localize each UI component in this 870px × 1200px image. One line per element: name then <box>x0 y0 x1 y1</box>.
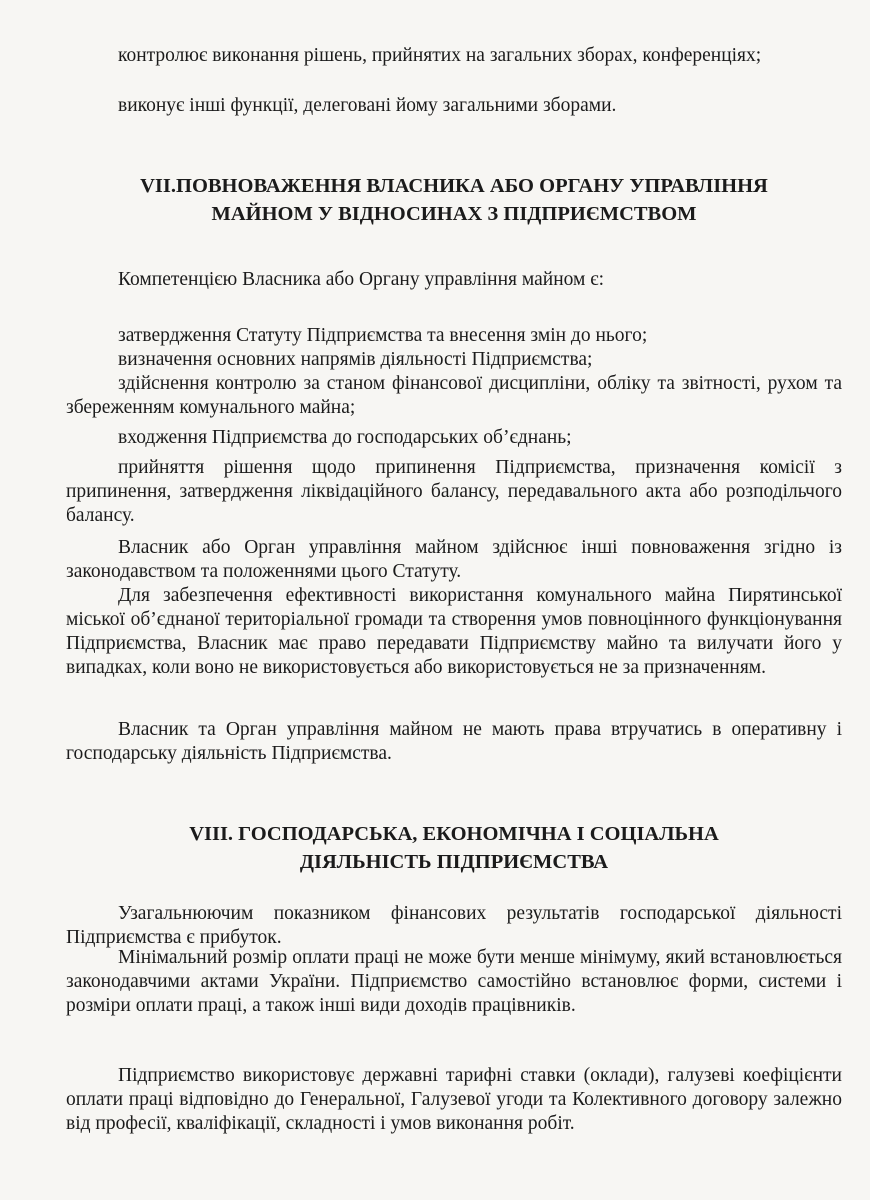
competence-item: входження Підприємства до господарських об’єднань; <box>118 427 572 448</box>
section-7-heading-line2: МАЙНОМ У ВІДНОСИНАХ З ПІДПРИЄМСТВОМ <box>211 203 697 225</box>
competence-item: затвердження Статуту Підприємства та внесення змін до нього; <box>118 325 648 346</box>
section-7-heading-line1: VII.ПОВНОВАЖЕННЯ ВЛАСНИКА АБО ОРГАНУ УПРАВЛІННЯ <box>140 175 768 197</box>
paragraph-minimum-wage: Мінімальний розмір оплати праці не може бути менше мінімуму, який встановлюється законодавчими актами України. Підприємство самостійно встановлює форми, системи і розміри оплати праці, а також інші види доходів працівників. <box>66 947 842 1016</box>
competence-item: прийняття рішення щодо припинення Підприємства, призначення комісії з припинення, затвердження ліквідаційного балансу, передавального акта або розподільчого балансу. <box>66 457 842 526</box>
section-8-heading <box>66 820 842 876</box>
paragraph-property-rights: Для забезпечення ефективності використання комунального майна Пирятинської міської об’єднаної територіальної громади та створення умов повноцінного функціонування Підприємства, Власник має право передавати Підприємству майно та вилучати його у випадках, коли воно не використовується або використовується не за призначенням. <box>66 585 842 678</box>
paragraph-control-decisions: контролює виконання рішень, прийнятих на загальних зборах, конференціях; <box>118 45 762 66</box>
paragraph-other-powers: Власник або Орган управління майном здійснює інші повноваження згідно із законодавством та положеннями цього Статуту. <box>66 537 842 582</box>
section-7-heading <box>66 172 842 228</box>
section-8-heading-line1: VIII. ГОСПОДАРСЬКА, ЕКОНОМІЧНА І СОЦІАЛЬНА <box>189 823 719 845</box>
section-7-intro: Компетенцією Власника або Органу управління майном є: <box>118 269 605 290</box>
paragraph-other-functions: виконує інші функції, делеговані йому загальними зборами. <box>118 95 617 116</box>
competence-item: визначення основних напрямів діяльності Підприємства; <box>118 349 593 370</box>
competence-item: здійснення контролю за станом фінансової дисципліни, обліку та звітності, рухом та збереженням комунального майна; <box>66 373 842 418</box>
section-8-heading-line2: ДІЯЛЬНІСТЬ ПІДПРИЄМСТВА <box>299 851 609 873</box>
paragraph-tariff-rates: Підприємство використовує державні тарифні ставки (оклади), галузеві коефіцієнти оплати праці відповідно до Генеральної, Галузевої угоди та Колективного договору залежно від професії, кваліфікації, складності і умов виконання робіт. <box>66 1065 842 1134</box>
paragraph-profit: Узагальнюючим показником фінансових результатів господарської діяльності Підприємства є прибуток. <box>66 903 842 948</box>
paragraph-no-interference: Власник та Орган управління майном не мають права втручатись в оперативну і господарську діяльність Підприємства. <box>66 719 842 764</box>
